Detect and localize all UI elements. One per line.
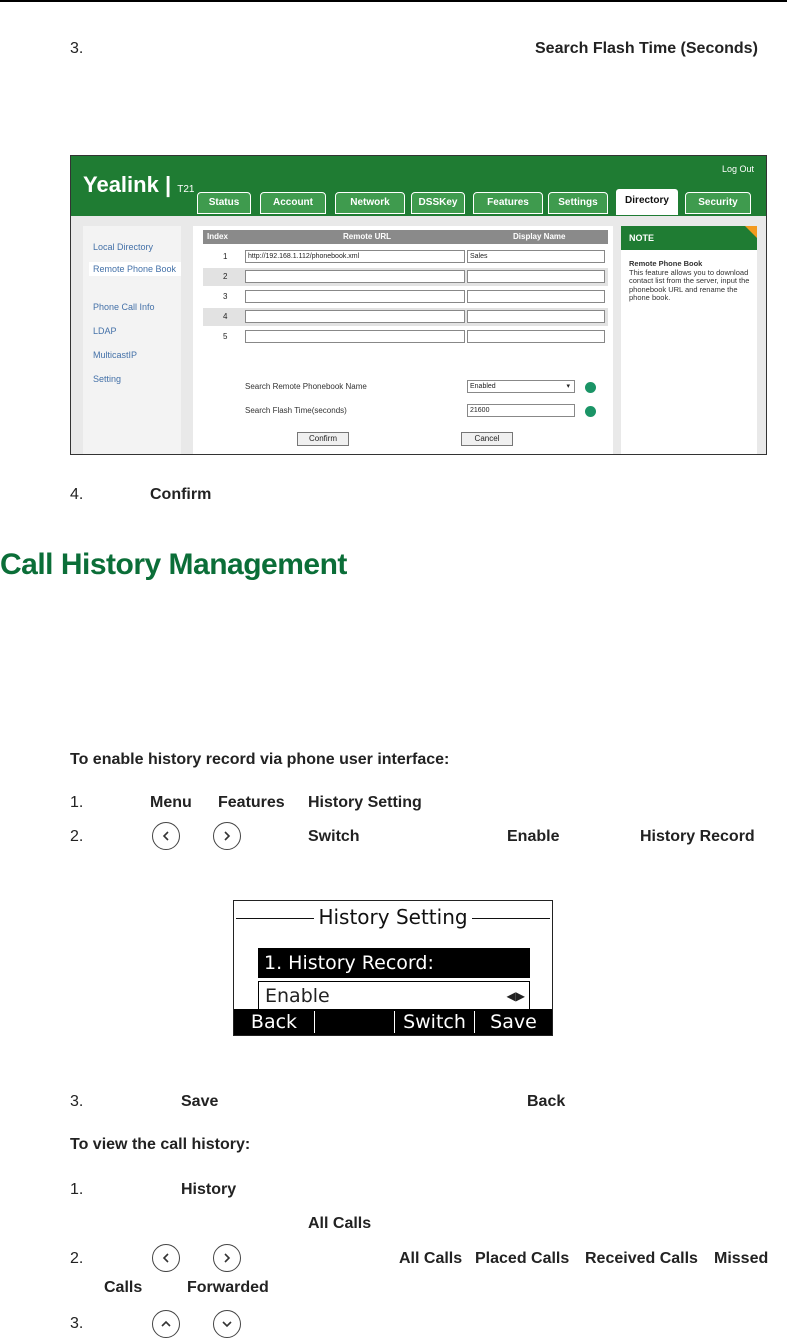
lcd-value-field[interactable]: Enable ◀▶: [258, 981, 530, 1011]
table-header: [203, 230, 608, 244]
help-icon[interactable]: [585, 382, 596, 393]
down-key-icon: [213, 1310, 241, 1338]
step-term: Calls: [104, 1279, 143, 1296]
step-term: Confirm: [150, 486, 212, 503]
procedure-heading: To enable history record via phone user interface:: [70, 751, 450, 768]
note-fold-icon: [745, 226, 757, 238]
left-key-icon: [152, 822, 180, 850]
display-name-field[interactable]: [467, 310, 605, 323]
step-number: 2.: [70, 1250, 84, 1267]
section-title: Call History Management: [0, 548, 347, 581]
note-title: NOTE: [621, 226, 757, 250]
note-panel: [621, 226, 757, 455]
column-remote-url: Remote URL: [343, 232, 392, 241]
tab-directory[interactable]: Directory: [615, 188, 679, 216]
display-name-field[interactable]: [467, 290, 605, 303]
remote-url-field[interactable]: http://192.168.1.112/phonebook.xml: [245, 250, 465, 263]
step-term: Back: [527, 1093, 566, 1110]
step-term: Save: [181, 1093, 219, 1110]
softkey-save[interactable]: Save: [490, 1011, 537, 1033]
lcd-title: History Setting: [234, 905, 552, 929]
softkey-switch[interactable]: Switch: [403, 1011, 466, 1033]
step-term: Menu: [150, 794, 192, 811]
cancel-button[interactable]: Cancel: [461, 432, 513, 446]
sidebar-item-ldap[interactable]: LDAP: [93, 326, 117, 336]
phone-lcd-screenshot: [233, 900, 553, 1036]
page-top-rule: [0, 0, 787, 2]
remote-url-field[interactable]: [245, 310, 465, 323]
step-term: History Record: [640, 828, 755, 845]
left-right-arrows-icon: ◀▶: [506, 989, 525, 1003]
help-icon[interactable]: [585, 406, 596, 417]
step-term: Received Calls: [585, 1250, 698, 1267]
softkey-back[interactable]: Back: [250, 1011, 298, 1033]
step-number: 4.: [70, 486, 84, 503]
column-index: Index: [207, 232, 228, 241]
sidebar-item-phone-call-info[interactable]: Phone Call Info: [93, 302, 155, 312]
flash-time-label: Search Flash Time(seconds): [245, 406, 347, 415]
remote-url-field[interactable]: [245, 290, 465, 303]
tab-status[interactable]: Status: [197, 192, 251, 214]
step-number: 2.: [70, 828, 84, 845]
softkey-empty[interactable]: [315, 1009, 394, 1035]
remote-url-field[interactable]: [245, 330, 465, 343]
step-number: 3.: [70, 1093, 84, 1110]
column-display-name: Display Name: [513, 232, 566, 241]
display-name-field[interactable]: Sales: [467, 250, 605, 263]
table-row: 3: [203, 288, 608, 306]
note-text: Remote Phone Book This feature allows you to download contact list from the server, input the phonebook URL and rename the phone book.: [629, 259, 750, 302]
right-key-icon: [213, 822, 241, 850]
table-row: 5: [203, 328, 608, 346]
step-term: Missed: [714, 1250, 769, 1267]
yealink-logo: Yealink | T21: [83, 172, 195, 197]
step-term: All Calls: [399, 1250, 463, 1267]
procedure-heading: To view the call history:: [70, 1136, 251, 1153]
web-header: [71, 156, 767, 216]
sidebar-item-multicastip[interactable]: MulticastIP: [93, 350, 138, 360]
sidebar-item-setting[interactable]: Setting: [93, 374, 122, 384]
softkey-bar: [234, 1009, 552, 1035]
main-panel: [193, 226, 613, 455]
tab-settings[interactable]: Settings: [548, 192, 608, 214]
step-term: Placed Calls: [475, 1250, 570, 1267]
display-name-field[interactable]: [467, 270, 605, 283]
lcd-selected-item[interactable]: 1. History Record:: [258, 948, 530, 978]
tab-security[interactable]: Security: [685, 192, 751, 214]
step-term: Switch: [308, 828, 360, 845]
step-number: 3.: [70, 1315, 84, 1332]
sidebar-item-remote-phone-book[interactable]: Remote Phone Book: [89, 262, 181, 276]
web-ui-screenshot: [70, 155, 767, 455]
step-term: Forwarded: [187, 1279, 269, 1296]
search-name-label: Search Remote Phonebook Name: [245, 382, 367, 391]
step-number: 1.: [70, 794, 84, 811]
table-row: 1 http://192.168.1.112/phonebook.xml Sales: [203, 248, 608, 266]
left-key-icon: [152, 1244, 180, 1272]
tab-account[interactable]: Account: [260, 192, 326, 214]
search-name-select[interactable]: Enabled ▾: [467, 380, 575, 393]
display-name-field[interactable]: [467, 330, 605, 343]
step-term: History Setting: [308, 794, 422, 811]
step-term: Enable: [507, 828, 560, 845]
step-number: 1.: [70, 1181, 84, 1198]
remote-url-field[interactable]: [245, 270, 465, 283]
up-key-icon: [152, 1310, 180, 1338]
confirm-button[interactable]: Confirm: [297, 432, 349, 446]
logout-link[interactable]: Log Out: [721, 164, 754, 174]
step-term: History: [181, 1181, 237, 1198]
flash-time-input[interactable]: 21600: [467, 404, 575, 417]
table-row: 2: [203, 268, 608, 286]
step-term: All Calls: [308, 1215, 372, 1232]
tab-features[interactable]: Features: [473, 192, 543, 214]
step-number: 3.: [70, 40, 84, 57]
right-key-icon: [213, 1244, 241, 1272]
tab-network[interactable]: Network: [335, 192, 405, 214]
step-term: Features: [218, 794, 285, 811]
tab-dsskey[interactable]: DSSKey: [411, 192, 465, 214]
table-row: 4: [203, 308, 608, 326]
step-term: Search Flash Time (Seconds): [535, 40, 758, 57]
sidebar-item-local-directory[interactable]: Local Directory: [93, 242, 154, 252]
sidebar: [83, 226, 181, 455]
